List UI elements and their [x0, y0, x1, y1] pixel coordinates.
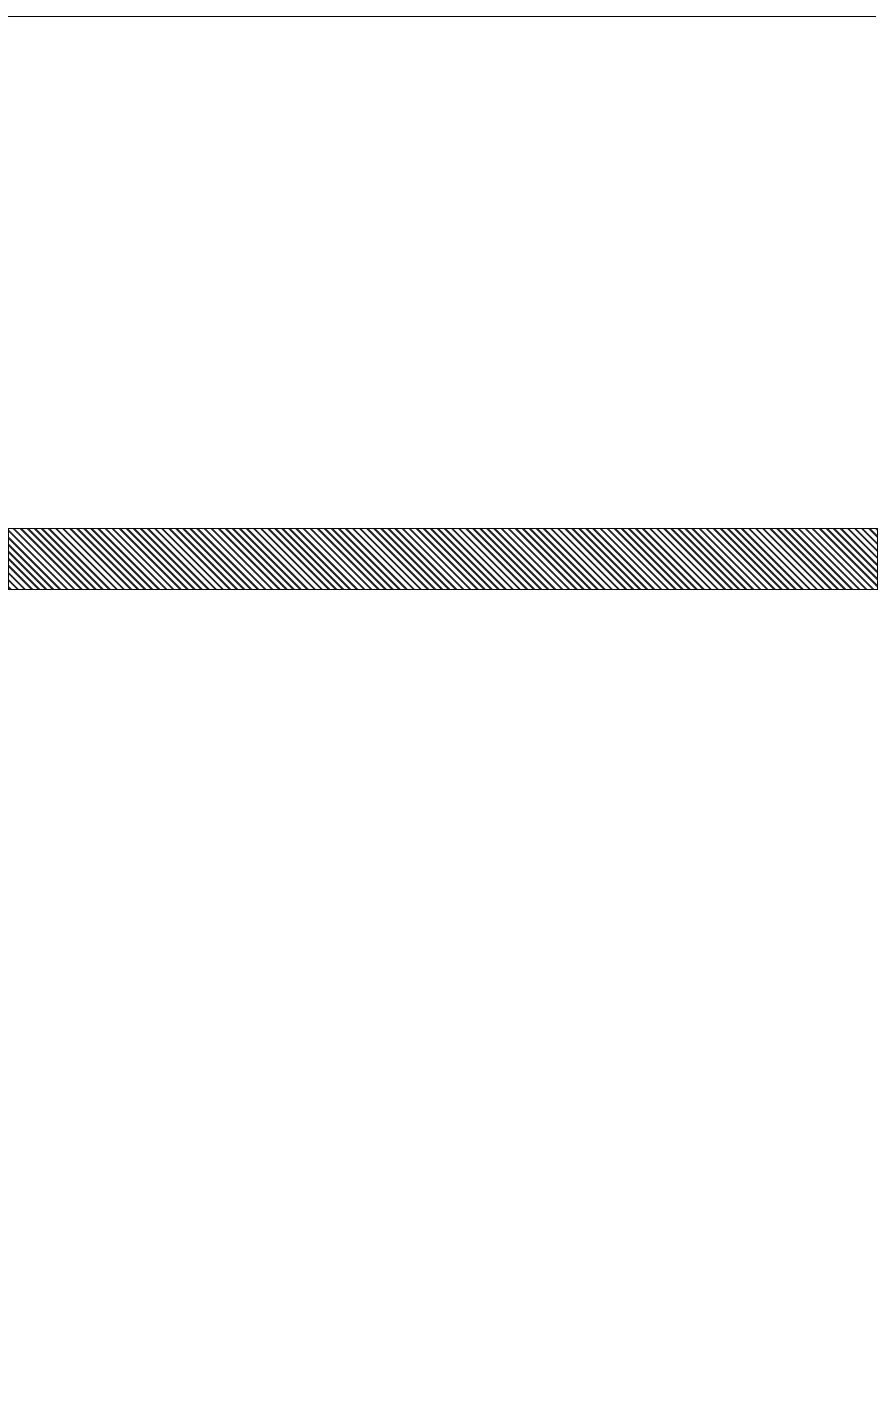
banner-title	[219, 535, 667, 583]
home-guide-banner	[8, 528, 878, 590]
page-header	[8, 4, 876, 17]
home-guide-columns	[8, 592, 876, 1396]
